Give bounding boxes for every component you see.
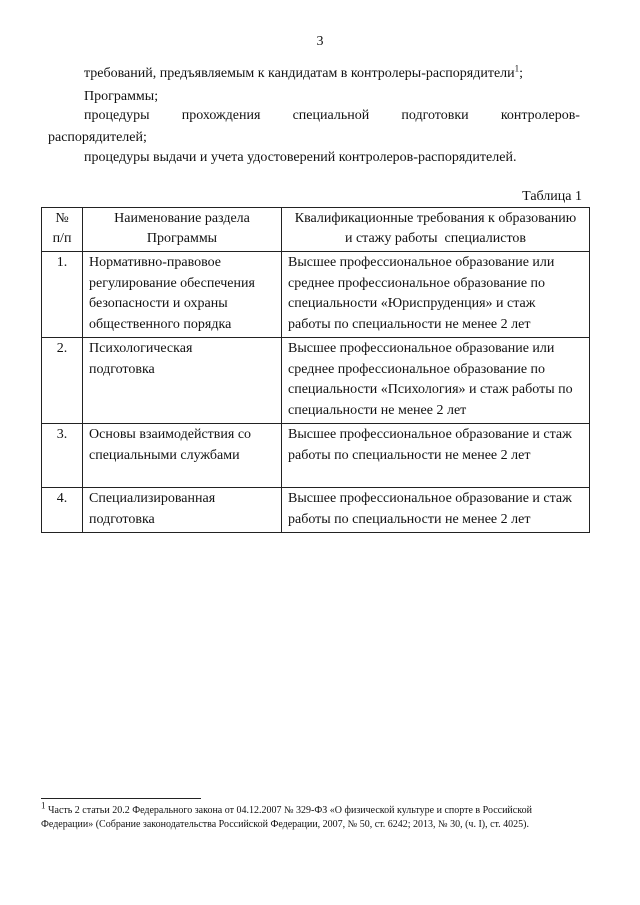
footnote-reference[interactable]: 1 <box>514 63 520 74</box>
cell-line: Высшее профессиональное образование и стаж <box>288 491 572 506</box>
row-requirements <box>282 424 590 488</box>
table-row <box>42 488 590 533</box>
cell-line: подготовка <box>89 361 155 377</box>
cell-line: Высшее профессиональное образование и стаж <box>288 427 572 442</box>
table-row <box>42 338 590 424</box>
table-row <box>42 424 590 488</box>
cell-line: безопасности и охраны <box>89 296 228 311</box>
word: специальной <box>292 108 370 123</box>
cell-line: Нормативно-правовое <box>89 255 222 270</box>
row-number: 1. <box>42 252 83 338</box>
header-number <box>42 208 83 252</box>
header-number-line1: № <box>55 211 69 226</box>
word: подготовки <box>401 108 469 123</box>
cell-line: Психологическая <box>89 341 193 356</box>
header-number-line2: п/п <box>52 231 72 246</box>
paragraph-line-programs: Программы; <box>84 89 159 104</box>
paragraph-line-dispatchers: распорядителей; <box>48 130 147 145</box>
row-number: 3. <box>42 424 83 488</box>
cell-line: Основы взаимодействия со <box>89 427 252 442</box>
row-requirements <box>282 252 590 338</box>
qualification-table <box>41 207 590 533</box>
cell-line: работы по специальности не менее 2 лет <box>288 511 531 527</box>
paragraph-line-procedures <box>84 108 580 124</box>
row-section-name <box>83 252 282 338</box>
row-requirements <box>282 488 590 533</box>
cell-line: Высшее профессиональное образование или <box>288 341 555 356</box>
header-section-name <box>83 208 282 252</box>
row-requirements <box>282 338 590 424</box>
cell-line: специальности не менее 2 лет <box>288 402 467 418</box>
paragraph-line-requirements <box>84 65 523 83</box>
cell-line: подготовка <box>89 511 155 527</box>
row-number: 4. <box>42 488 83 533</box>
cell-line: специальности «Психология» и стаж работы по <box>288 382 573 397</box>
footnote-divider <box>41 798 201 799</box>
row-section-name <box>83 338 282 424</box>
table-caption: Таблица 1 <box>522 189 582 204</box>
page-number: 3 <box>316 34 324 49</box>
footnote-text-line1: Часть 2 статьи 20.2 Федерального закона от 04.12.2007 № 329-ФЗ «О физической культуре и спорте в Российской <box>48 805 532 816</box>
word: процедуры <box>84 108 150 123</box>
header-requirements-line2: и стажу работы специалистов <box>344 231 527 246</box>
paragraph-line-certificates: процедуры выдачи и учета удостоверений контролеров-распорядителей. <box>84 150 517 165</box>
header-section-line2: Программы <box>146 231 218 246</box>
row-section-name <box>83 424 282 488</box>
table-header-row <box>42 208 590 252</box>
row-section-name <box>83 488 282 533</box>
word: прохождения <box>181 108 261 123</box>
paragraph-text: требований, предъявляемым к кандидатам в контролеры-распорядители <box>84 66 515 81</box>
footnote-mark: 1 <box>41 800 46 811</box>
header-requirements <box>282 208 590 252</box>
footnote <box>41 800 590 832</box>
cell-line: специальными службами <box>89 447 240 463</box>
cell-line: Высшее профессиональное образование или <box>288 255 555 270</box>
row-number: 2. <box>42 338 83 424</box>
header-requirements-line1: Квалификационные требования к образованию <box>294 211 577 226</box>
cell-line: специальности «Юриспруденция» и стаж <box>288 296 536 311</box>
cell-line: работы по специальности не менее 2 лет <box>288 316 531 332</box>
cell-line: регулирование обеспечения <box>89 275 255 291</box>
cell-line: работы по специальности не менее 2 лет <box>288 447 531 463</box>
word: контролеров- <box>500 108 580 123</box>
paragraph-punct: ; <box>519 66 524 81</box>
table-row <box>42 252 590 338</box>
cell-line: среднее профессиональное образование по <box>288 275 546 291</box>
cell-line: общественного порядка <box>89 316 232 332</box>
header-section-line1: Наименование раздела <box>114 211 250 226</box>
cell-line: среднее профессиональное образование по <box>288 361 546 377</box>
footnote-text-line2: Федерации» (Собрание законодательства Российской Федерации, 2007, № 50, ст. 6242; 2013, № 30, (ч. I), ст. 4025). <box>41 819 529 830</box>
cell-line: Специализированная <box>89 491 216 506</box>
